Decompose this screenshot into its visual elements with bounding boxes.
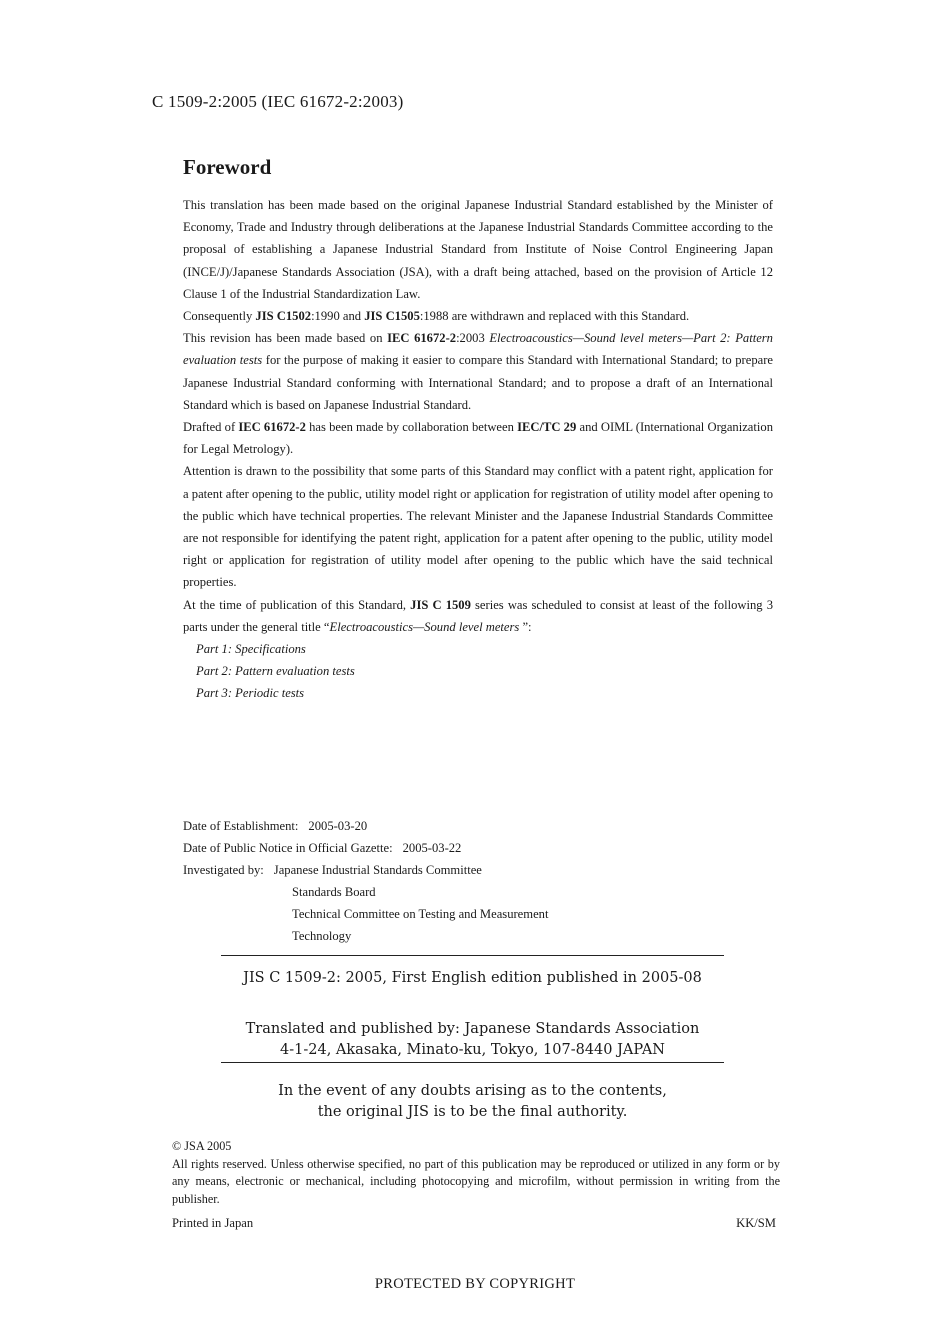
divider	[221, 955, 724, 956]
foreword-body	[183, 194, 773, 705]
foreword-heading: Foreword	[183, 155, 272, 179]
establishment-date: 2005-03-20	[308, 819, 368, 833]
investigated-line: Technical Committee on Testing and Measurement	[292, 907, 549, 921]
paragraph-patent: Attention is drawn to the possibility that some parts of this Standard may conflict with a patent right, application for a patent after opening to the public, utility model right or application for registration of utility model after opening to the public which have technical properties. The relevant Minister and the Japanese Industrial Standards Committee are not responsible for identifying the patent right, application for a patent after opening to the public, utility model right or application for registration of utility model after opening to the public which have the said technical properties.	[183, 464, 773, 590]
notice-date: 2005-03-22	[402, 841, 462, 855]
publisher-address: 4-1-24, Akasaka, Minato-ku, Tokyo, 107-8440 JAPAN	[280, 1042, 665, 1058]
printed-in: Printed in Japan	[172, 1216, 254, 1230]
publisher-line: Translated and published by: Japanese Standards Association	[245, 1021, 700, 1037]
authority-line: In the event of any doubts arising as to the contents,	[278, 1083, 667, 1099]
list-item: Part 2: Pattern evaluation tests	[196, 664, 355, 679]
establishment-label: Date of Establishment:	[183, 819, 299, 833]
document-code: C 1509-2:2005 (IEC 61672-2:2003)	[152, 92, 404, 111]
copyright-notice: All rights reserved. Unless otherwise specified, no part of this publication may be reproduced or utilized in any form or by any means, electronic or mechanical, including photocopying and microfilm, without permission in writing from the publisher.	[172, 1156, 780, 1206]
investigated-line: Japanese Industrial Standards Committee	[273, 863, 482, 877]
copyright-owner: © JSA 2005	[172, 1139, 232, 1153]
parts-list	[183, 638, 773, 705]
list-item: Part 3: Periodic tests	[196, 686, 305, 701]
paragraph-series: At the time of publication of this Standard, JIS C 1509 series was scheduled to consist at least of the following 3 parts under the general title “Electroacoustics—Sound level meters ”:	[183, 597, 774, 634]
paragraph-drafted: Drafted of IEC 61672-2 has been made by collaboration between IEC/TC 29 and OIML (International Organization for Legal Metrology).	[183, 420, 773, 457]
investigated-line: Technology	[292, 929, 352, 943]
establishment-info	[183, 815, 743, 947]
copyright-block	[172, 1138, 780, 1208]
paragraph-translation: This translation has been made based on the original Japanese Industrial Standard established by the Minister of Economy, Trade and Industry through deliberations at the Japanese Industrial Standards Committee according to the proposal of establishing a Japanese Industrial Standard from Institute of Noise Control Engineering Japan (INCE/J)/Japanese Standards Association (JSA), with a draft being attached, based on the provision of Article 12 Clause 1 of the Industrial Standardization Law.	[183, 198, 773, 301]
investigated-label: Investigated by:	[183, 863, 264, 877]
printed-row	[172, 1216, 776, 1231]
edition-line: JIS C 1509-2: 2005, First English edition published in 2005-08	[243, 970, 702, 986]
printer-code: KK/SM	[736, 1216, 776, 1230]
list-item: Part 1: Specifications	[196, 642, 306, 657]
divider	[221, 1062, 724, 1063]
paragraph-revision: This revision has been made based on IEC 61672-2:2003 Electroacoustics—Sound level meters—Part 2: Pattern evaluation tests for the purpose of making it easier to compare this Standard with International Standard; to prepare Japanese Industrial Standard conforming with International Standard; and to propose a draft of an International Standard which is based on Japanese Industrial Standard.	[183, 331, 773, 412]
authority-line: the original JIS is to be the final authority.	[317, 1104, 628, 1120]
paragraph-withdrawn: Consequently JIS C1502:1990 and JIS C1505:1988 are withdrawn and replaced with this Standard.	[183, 309, 690, 324]
notice-label: Date of Public Notice in Official Gazette:	[183, 841, 393, 855]
investigated-line: Standards Board	[292, 885, 376, 899]
copyright-footer: PROTECTED BY COPYRIGHT	[374, 1276, 576, 1292]
